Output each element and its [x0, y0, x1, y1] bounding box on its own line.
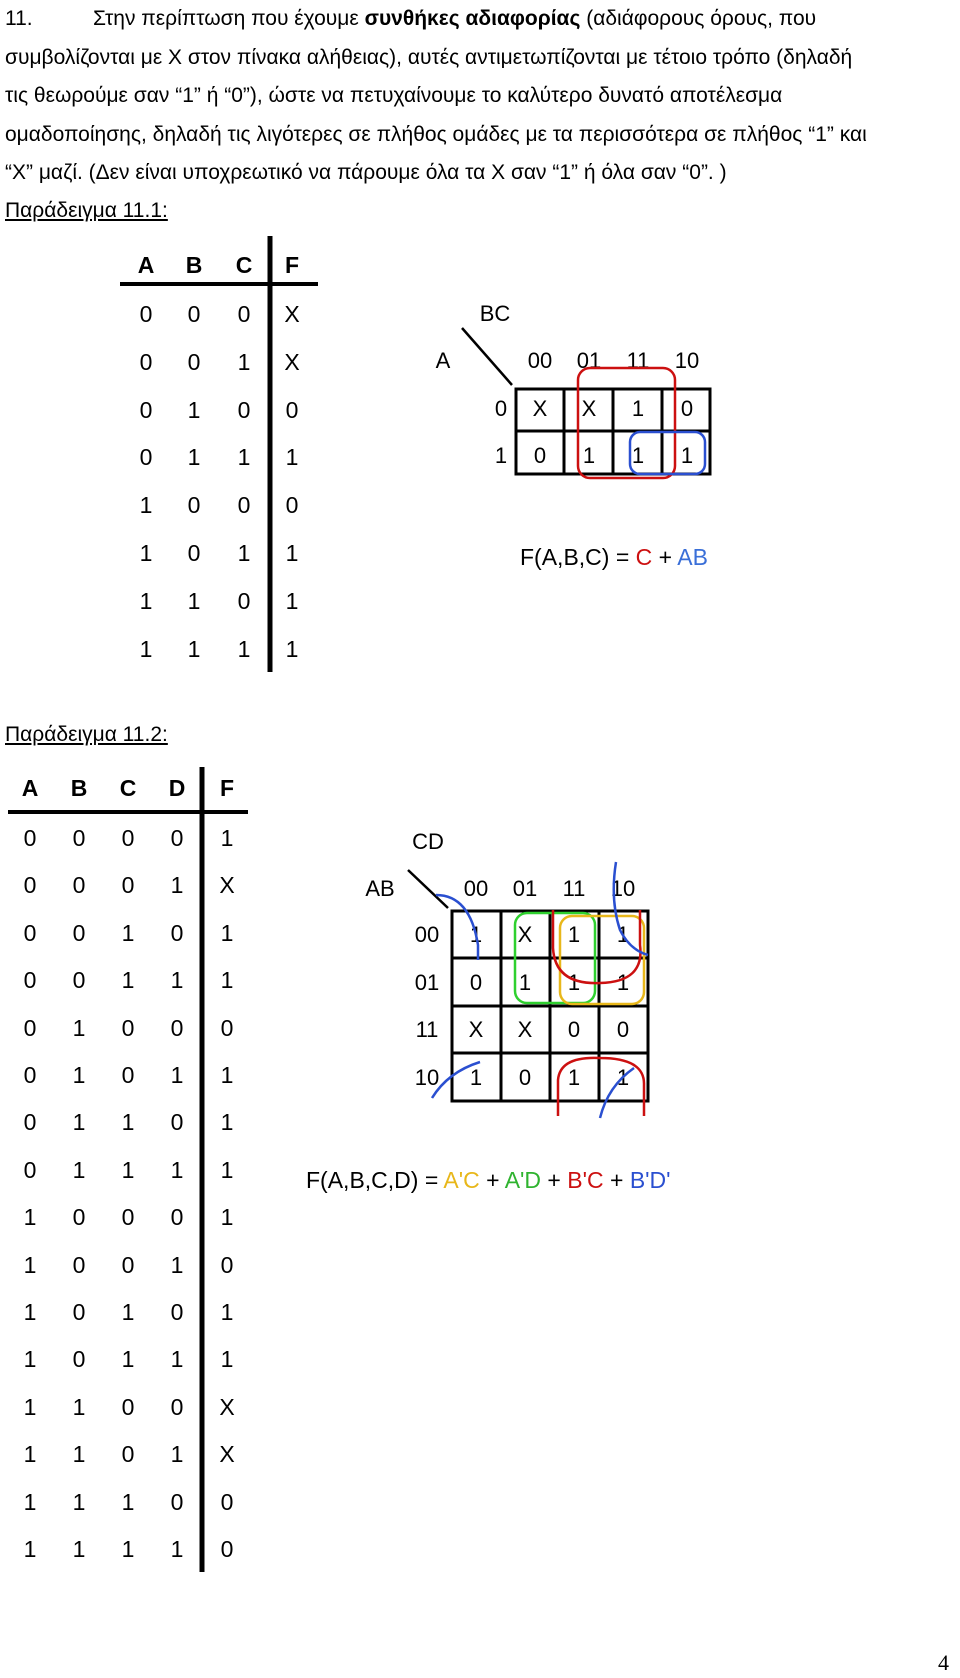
ex2-table-cell: 0 — [23, 872, 37, 899]
ex1-table-cell: 1 — [187, 587, 201, 614]
ex1-table-cell: 0 — [237, 396, 251, 423]
ex2-table-cell: 0 — [72, 1299, 86, 1325]
ex2-kmap-row-label: 10 — [414, 1064, 440, 1090]
ex2-table-cell: 0 — [170, 1299, 184, 1325]
paragraph-line-3: τις θεωρούμε σαν “1” ή “0”), ώστε να πετυχαίνουμε το καλύτερο δυνατό αποτέλεσμα — [5, 84, 783, 107]
paragraph-line-5: “X” μαζί. (Δεν είναι υποχρεωτικό να πάρουμε όλα τα X σαν “1” ή όλα σαν “0”. ) — [5, 161, 727, 184]
ex1-kmap-col-label: 00 — [527, 348, 553, 373]
ex2-group-bd-corner-tl — [436, 895, 478, 960]
ex2-kmap-cell: 0 — [616, 1017, 630, 1042]
ex1-table-cell: 0 — [237, 301, 251, 327]
ex2-table-cell: 1 — [23, 1346, 37, 1373]
ex2-table-cell: 0 — [170, 919, 184, 946]
ex2-table-cell: 0 — [121, 1062, 135, 1088]
ex1-table-cell: 0 — [139, 396, 153, 423]
ex2-table-cell: 1 — [23, 1204, 37, 1231]
ex2-table-cell: X — [219, 872, 235, 899]
ex2-group-ac — [560, 916, 644, 1004]
ex2-table-cell: 0 — [170, 1109, 184, 1136]
ex1-table-cell: 0 — [187, 540, 201, 566]
ex2-kmap-cell: X — [468, 1017, 484, 1042]
ex2-table-cell: 0 — [23, 967, 37, 994]
paragraph-line-4: ομαδοποίησης, δηλαδή τις λιγότερες σε πλήθος ομάδες με τα περισσότερα σε πλήθος “1” και — [5, 122, 867, 146]
ex2-table-cell: 1 — [220, 1109, 234, 1136]
ex2-kmap-cell: 1 — [616, 969, 630, 995]
ex1-table-cell: 1 — [237, 348, 251, 375]
ex2-header-d: D — [168, 775, 186, 801]
ex1-table-cell: 1 — [139, 635, 153, 662]
ex2-table-cell: X — [219, 1393, 235, 1420]
ex2-kmap-col-label: 01 — [512, 876, 538, 901]
ex1-table-cell: X — [284, 348, 300, 375]
ex2-kmap-diagonal — [408, 870, 448, 908]
ex1-table-cell: 1 — [187, 635, 201, 662]
ex1-kmap-diagonal — [462, 328, 512, 385]
ex1-header-b: B — [185, 252, 203, 278]
ex2-group-bd-corner-br — [600, 1068, 634, 1118]
ex2-kmap-cell: 1 — [567, 969, 581, 995]
page-number: 4 — [938, 1650, 949, 1675]
ex2-table-cell: 0 — [170, 1014, 184, 1041]
ex1-table-cell: 1 — [187, 396, 201, 423]
ex2-table-cell: 1 — [121, 1536, 135, 1562]
ex2-table-cell: 0 — [23, 1014, 37, 1041]
ex1-table-cell: 1 — [139, 540, 153, 566]
ex1-table-cell: 0 — [139, 301, 153, 327]
ex2-table-cell: 1 — [121, 967, 135, 994]
ex2-header-f: F — [219, 775, 235, 801]
ex2-table-cell: 0 — [23, 1062, 37, 1088]
result2-term-3: B'C — [567, 1167, 604, 1193]
ex2-table-cell: 0 — [220, 1251, 234, 1278]
ex1-table-cell: 1 — [237, 444, 251, 471]
ex1-table-cell: 1 — [285, 635, 299, 662]
ex1-table-cell: 0 — [285, 396, 299, 423]
result1-term-c: C — [635, 544, 653, 570]
ex1-kmap-cell: 0 — [533, 443, 547, 468]
ex1-table-cell: 0 — [237, 492, 251, 519]
ex2-table-cell: 1 — [121, 1299, 135, 1325]
ex1-group-ab — [630, 432, 705, 474]
ex2-table-cell: 1 — [220, 1204, 234, 1231]
ex2-kmap-col-var: CD — [412, 829, 444, 854]
ex2-table-cell: 0 — [23, 825, 37, 851]
ex1-kmap-col-var: BC — [479, 301, 511, 326]
ex2-table-cell: 1 — [170, 1346, 184, 1373]
result1-prefix: F(A,B,C) = — [520, 544, 636, 570]
ex2-table-cell: 1 — [170, 1156, 184, 1183]
ex1-kmap-cell: 1 — [631, 443, 645, 468]
ex2-table-cell: 0 — [121, 825, 135, 851]
ex2-table-cell: 0 — [72, 967, 86, 994]
ex2-kmap-cell: 1 — [567, 922, 581, 947]
ex1-kmap-row-var: A — [435, 348, 451, 373]
ex2-table-cell: 1 — [121, 919, 135, 946]
ex1-table-cell: 1 — [237, 540, 251, 566]
example2-title: Παράδειγμα 11.2: — [5, 723, 168, 746]
ex2-table-cell: 0 — [170, 1393, 184, 1420]
ex1-table-cell: 0 — [187, 348, 201, 375]
ex1-table-cell: 1 — [285, 587, 299, 614]
ex2-table-cell: 1 — [170, 872, 184, 899]
ex2-table-cell: 1 — [121, 1488, 135, 1515]
ex2-table-cell: 1 — [170, 1441, 184, 1468]
ex2-table-cell: 1 — [23, 1251, 37, 1278]
ex1-kmap-cell: X — [581, 396, 597, 421]
ex2-table-cell: 0 — [23, 1156, 37, 1183]
ex2-table-cell: 1 — [23, 1299, 37, 1325]
ex2-table-cell: 0 — [170, 825, 184, 851]
ex1-kmap-cell: 1 — [680, 443, 694, 468]
ex2-kmap-cell: 1 — [469, 1064, 483, 1090]
ex1-table-cell: 0 — [237, 587, 251, 614]
ex1-group-c — [578, 368, 675, 478]
ex2-kmap-cell: 0 — [518, 1064, 532, 1090]
ex2-table-cell: 1 — [121, 1346, 135, 1373]
ex2-table-cell: 1 — [72, 1109, 86, 1136]
paragraph-bold-term: συνθήκες αδιαφορίας — [364, 7, 581, 30]
result2-plus-1: + — [479, 1167, 505, 1193]
ex2-kmap-col-label: 11 — [562, 876, 586, 901]
ex2-kmap-col-label: 10 — [610, 876, 636, 901]
paragraph-lead: Στην περίπτωση που έχουμε — [93, 7, 359, 30]
ex1-table-cell: 1 — [139, 492, 153, 519]
ex2-table-cell: 0 — [121, 1204, 135, 1231]
ex2-table-cell: 1 — [23, 1488, 37, 1515]
result1-term-ab: AB — [677, 544, 708, 570]
result2-plus-3: + — [603, 1167, 630, 1193]
ex2-table-cell: 0 — [23, 919, 37, 946]
ex2-table-cell: 0 — [220, 1488, 234, 1515]
ex2-table-cell: 1 — [220, 1156, 234, 1183]
ex2-header-a: A — [21, 775, 39, 801]
ex2-table-cell: 1 — [72, 1062, 86, 1088]
ex2-table-cell: 1 — [170, 1251, 184, 1278]
ex2-table-cell: 0 — [72, 919, 86, 946]
ex1-table-cell: 0 — [139, 348, 153, 375]
ex2-table-cell: 1 — [170, 1536, 184, 1562]
ex2-table-cell: 1 — [72, 1393, 86, 1420]
ex2-group-bc-bottom — [558, 1058, 644, 1116]
ex2-table-cell: 0 — [121, 1014, 135, 1041]
ex2-table-cell: X — [219, 1441, 235, 1468]
ex2-table-cell: 0 — [72, 1251, 86, 1278]
ex2-table-cell: 1 — [72, 1488, 86, 1515]
ex2-kmap-row-label: 11 — [415, 1017, 439, 1042]
ex1-kmap-col-label: 10 — [674, 348, 700, 373]
ex2-table-cell: 0 — [220, 1536, 234, 1562]
ex2-kmap-row-var: AB — [365, 876, 395, 901]
ex2-table-cell: 1 — [170, 967, 184, 994]
ex2-kmap-cell: X — [517, 1017, 533, 1042]
ex1-table-cell: 1 — [139, 587, 153, 614]
ex2-table-cell: 1 — [121, 1156, 135, 1183]
ex2-table-cell: 1 — [220, 919, 234, 946]
ex2-table-cell: 1 — [23, 1393, 37, 1420]
ex2-header-b: B — [70, 775, 88, 801]
ex1-kmap-row-label: 0 — [494, 396, 508, 421]
ex2-table-cell: 1 — [170, 1062, 184, 1088]
ex2-kmap-cell: 1 — [616, 922, 630, 947]
example1-title: Παράδειγμα 11.1: — [5, 199, 168, 222]
ex2-table-cell: 1 — [23, 1441, 37, 1468]
ex2-group-bc-top — [553, 910, 641, 983]
ex1-table-cell: 0 — [139, 444, 153, 471]
ex2-table-cell: 0 — [72, 1204, 86, 1231]
ex2-table-cell: 0 — [220, 1014, 234, 1041]
ex2-table-cell: 0 — [170, 1204, 184, 1231]
result2-prefix: F(A,B,C,D) = — [306, 1167, 444, 1193]
ex1-kmap-cell: 0 — [680, 396, 694, 421]
ex2-table-cell: 0 — [72, 825, 86, 851]
ex1-kmap-row-label: 1 — [494, 443, 508, 468]
ex2-table-cell: 0 — [23, 1109, 37, 1136]
result2-plus-2: + — [541, 1167, 568, 1193]
ex1-header-f: F — [284, 252, 300, 278]
ex1-table-cell: 0 — [187, 492, 201, 519]
ex2-header-c: C — [119, 775, 137, 801]
ex2-kmap-cell: 1 — [469, 922, 483, 947]
ex1-table-cell: 1 — [237, 635, 251, 662]
ex2-kmap-row-label: 01 — [414, 969, 440, 995]
ex1-table-cell: X — [284, 301, 300, 327]
result2-term-2: A'D — [504, 1167, 542, 1193]
ex2-kmap-cell: 1 — [616, 1064, 630, 1090]
ex2-table-cell: 0 — [121, 1441, 135, 1468]
ex2-kmap-cell: 1 — [567, 1064, 581, 1090]
ex1-kmap-cell: 1 — [582, 443, 596, 468]
ex2-table-cell: 1 — [121, 1109, 135, 1136]
ex1-header-c: C — [235, 252, 253, 278]
ex1-kmap-col-label: 01 — [576, 348, 602, 373]
ex2-group-bd-corner-bl — [432, 1062, 480, 1098]
ex2-table-cell: 0 — [121, 1251, 135, 1278]
ex1-table-cell: 1 — [187, 444, 201, 471]
ex2-kmap-cell: 0 — [469, 969, 483, 995]
ex2-table-cell: 1 — [220, 1346, 234, 1373]
ex2-table-cell: 1 — [220, 825, 234, 851]
ex2-table-cell: 1 — [72, 1441, 86, 1468]
ex1-table-cell: 1 — [285, 540, 299, 566]
ex2-kmap-cell: 0 — [567, 1017, 581, 1042]
paragraph-line-2: συμβολίζονται με X στον πίνακα αλήθειας), αυτές αντιμετωπίζονται με τέτοιο τρόπο (δηλαδή — [5, 45, 853, 69]
ex2-kmap-cell: 1 — [518, 969, 532, 995]
ex2-table-cell: 0 — [170, 1488, 184, 1515]
ex2-table-cell: 1 — [72, 1536, 86, 1562]
ex1-kmap-col-label: 11 — [626, 348, 650, 373]
ex1-table-cell: 0 — [187, 301, 201, 327]
paragraph-rest: (αδιάφορους όρους, που — [586, 7, 817, 30]
result2-term-1: A'C — [443, 1167, 480, 1193]
ex2-table-cell: 1 — [220, 967, 234, 994]
ex2-kmap-row-label: 00 — [414, 922, 440, 947]
ex2-table-cell: 1 — [72, 1014, 86, 1041]
ex2-kmap-cell: X — [517, 922, 533, 947]
ex1-header-a: A — [137, 252, 155, 278]
ex2-table-cell: 0 — [72, 872, 86, 899]
ex2-kmap-col-label: 00 — [463, 876, 489, 901]
ex2-table-cell: 1 — [220, 1062, 234, 1088]
ex2-table-cell: 1 — [23, 1536, 37, 1562]
ex2-table-cell: 1 — [72, 1156, 86, 1183]
ex2-table-cell: 0 — [121, 872, 135, 899]
ex1-kmap-cell: 1 — [631, 396, 645, 421]
ex1-kmap-cell: X — [532, 396, 548, 421]
ex2-table-cell: 0 — [72, 1346, 86, 1373]
result2-term-4: B'D' — [629, 1167, 671, 1193]
ex1-table-cell: 1 — [285, 444, 299, 471]
ex2-table-cell: 1 — [220, 1299, 234, 1325]
result1-plus: + — [652, 544, 678, 570]
ex2-table-cell: 0 — [121, 1393, 135, 1420]
ex1-table-cell: 0 — [285, 492, 299, 519]
paragraph-number: 11. — [5, 7, 33, 30]
